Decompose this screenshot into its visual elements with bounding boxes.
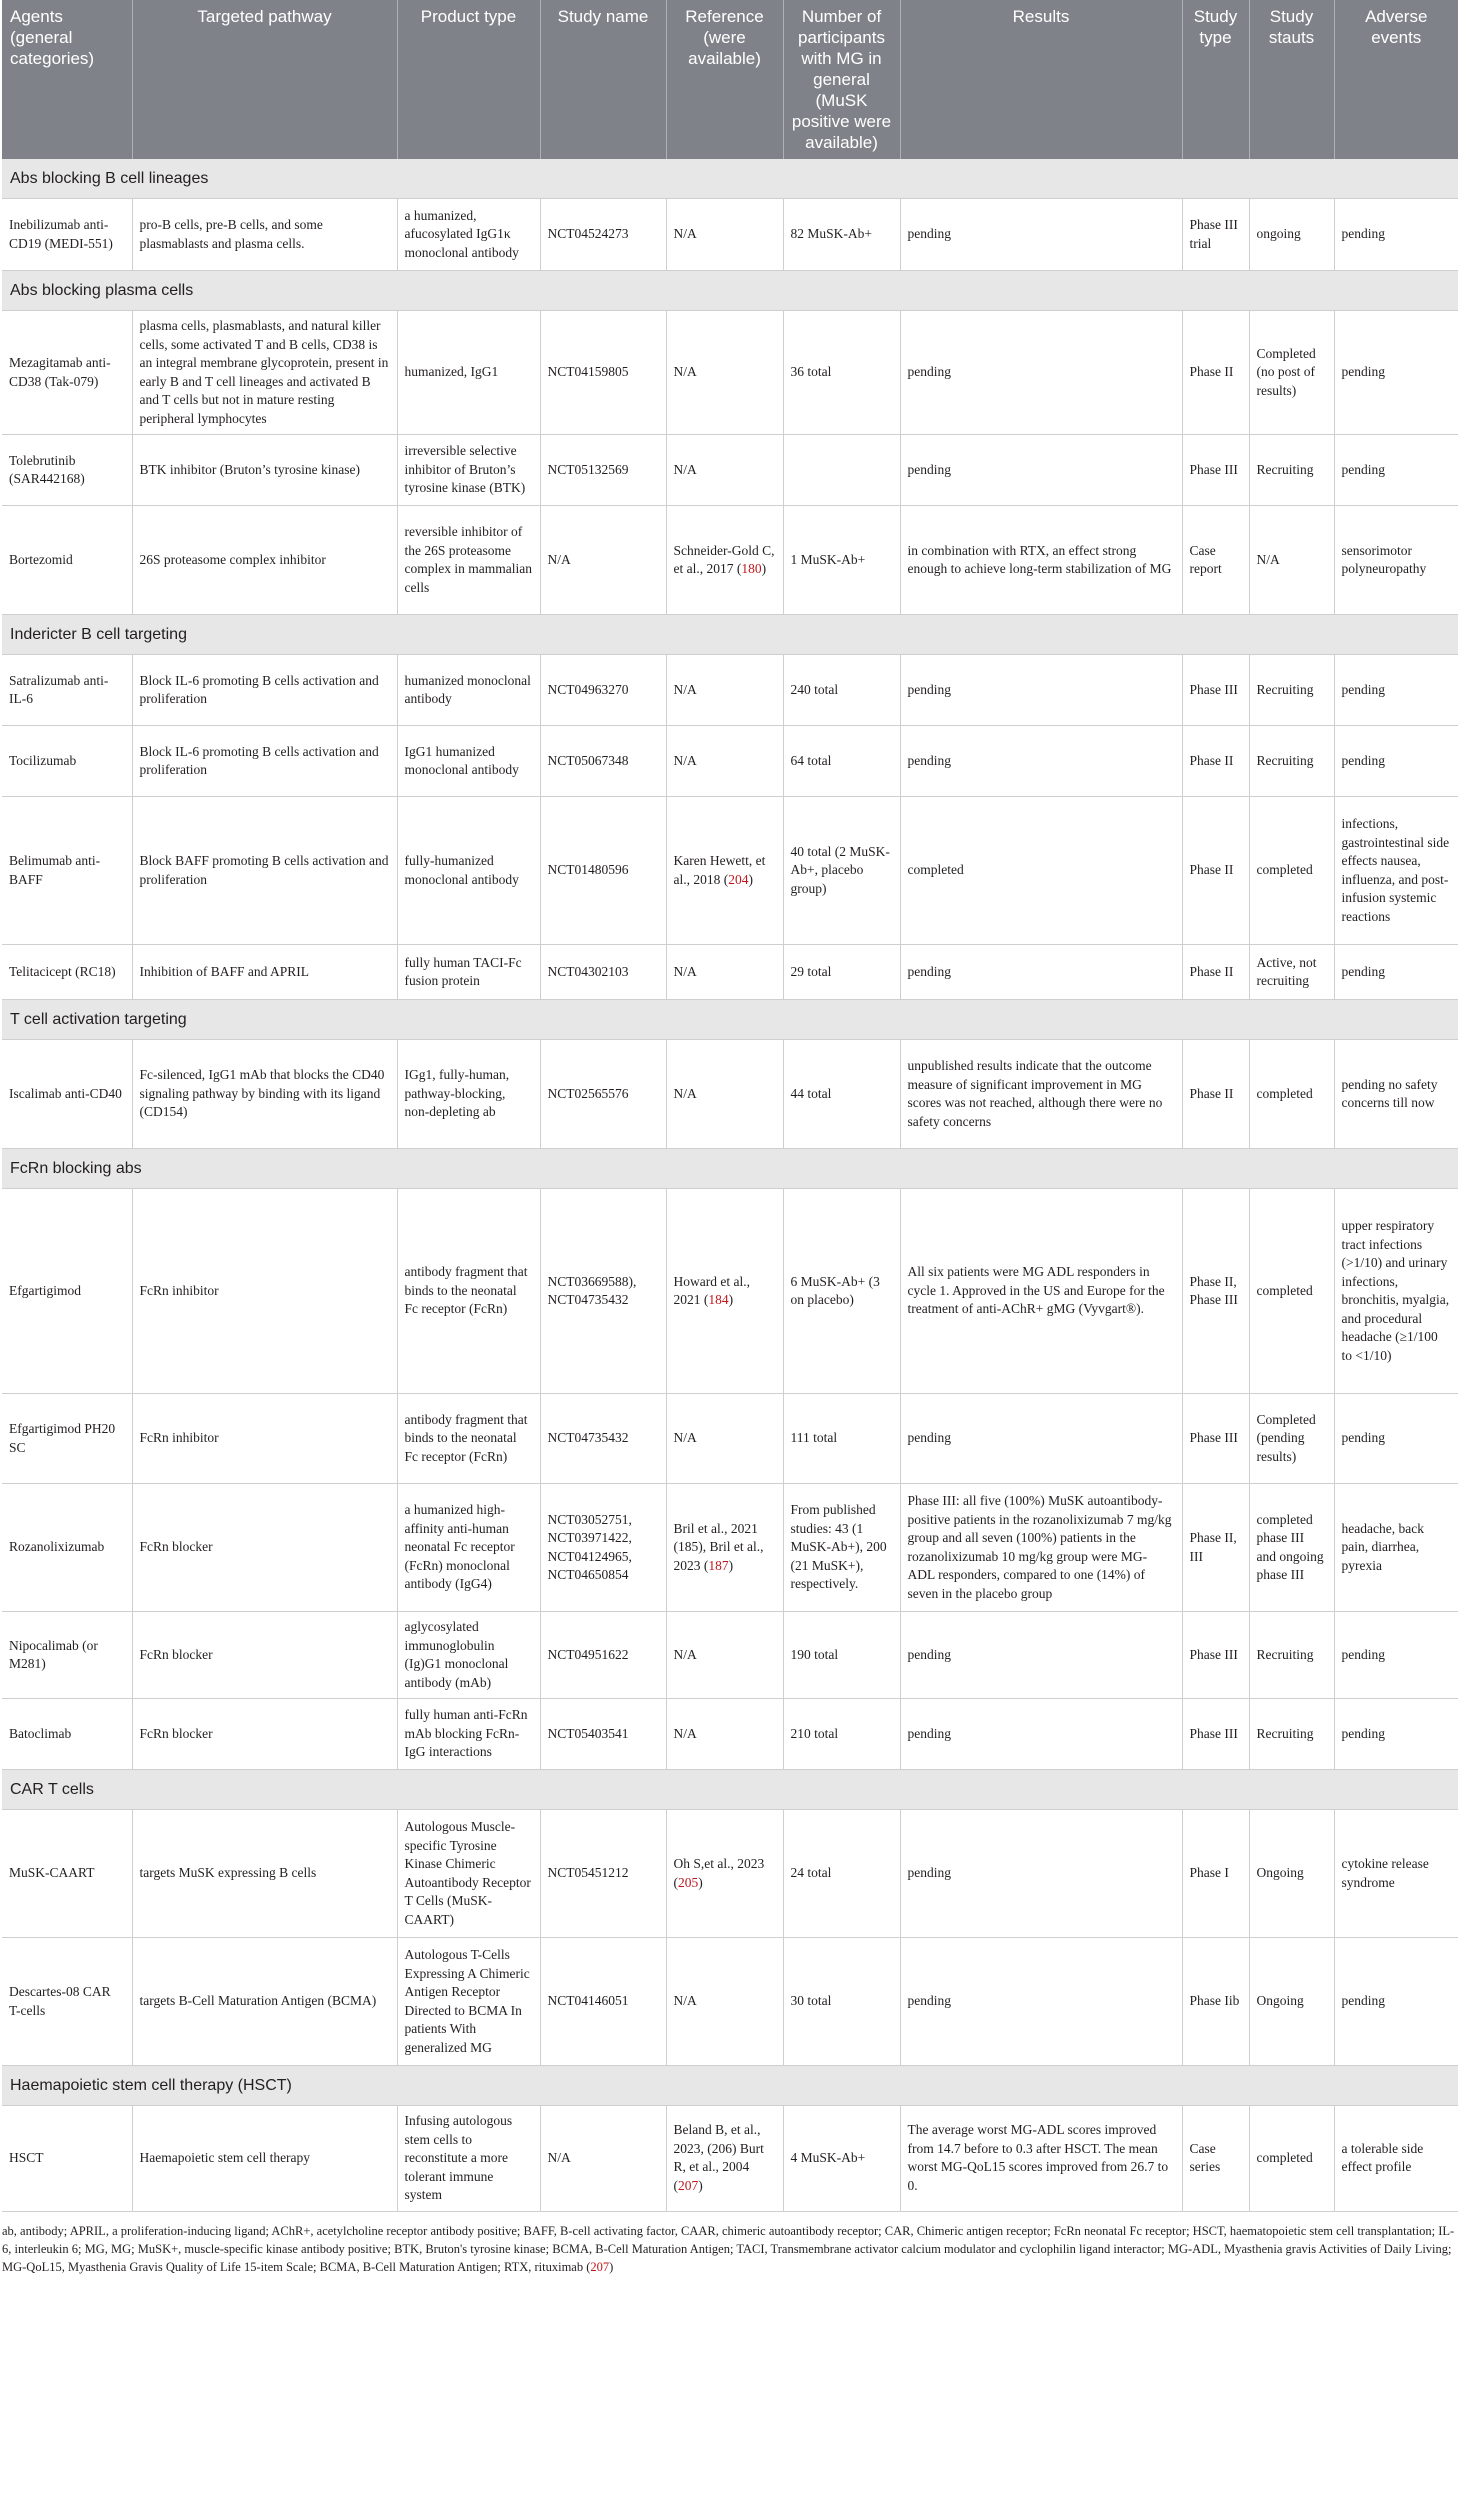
header-cell: Study type bbox=[1182, 0, 1249, 159]
reference-tail: ) bbox=[748, 871, 753, 887]
cell-pathway: FcRn blocker bbox=[132, 1612, 397, 1699]
table-row bbox=[2, 435, 1458, 506]
cell-status: completed bbox=[1249, 2106, 1334, 2212]
cell-study: NCT01480596 bbox=[540, 797, 666, 945]
cell-study: NCT05132569 bbox=[540, 435, 666, 506]
cell-results: pending bbox=[900, 311, 1182, 435]
cell-participants: 30 total bbox=[783, 1938, 900, 2066]
cell-results: in combination with RTX, an effect strong enough to achieve long-term stabilization of MG bbox=[900, 506, 1182, 615]
reference-text: N/A bbox=[673, 681, 697, 697]
cell-product: fully human TACI-Fc fusion protein bbox=[397, 945, 540, 1000]
table-body bbox=[2, 159, 1458, 2211]
section-row bbox=[2, 1770, 1458, 1810]
header-cell: Targeted pathway bbox=[132, 0, 397, 159]
cell-study: N/A bbox=[540, 506, 666, 615]
cell-adverse: pending no safety concerns till now bbox=[1334, 1040, 1458, 1149]
cell-status: completed phase III and ongoing phase III bbox=[1249, 1484, 1334, 1612]
cell-study: NCT04963270 bbox=[540, 655, 666, 726]
table-row bbox=[2, 1394, 1458, 1484]
header-cell: Study stauts bbox=[1249, 0, 1334, 159]
reference-tail: ) bbox=[698, 2177, 703, 2193]
cell-agent: Inebilizumab anti-CD19 (MEDI-551) bbox=[2, 199, 132, 271]
cell-participants: 1 MuSK-Ab+ bbox=[783, 506, 900, 615]
cell-type: Case report bbox=[1182, 506, 1249, 615]
reference-tail: ) bbox=[698, 1874, 703, 1890]
cell-type: Phase III bbox=[1182, 1699, 1249, 1770]
cell-reference bbox=[666, 726, 783, 797]
cell-type: Phase Iib bbox=[1182, 1938, 1249, 2066]
section-row bbox=[2, 615, 1458, 655]
cell-type: Phase III bbox=[1182, 1612, 1249, 1699]
cell-type: Phase III bbox=[1182, 435, 1249, 506]
table-row bbox=[2, 945, 1458, 1000]
cell-type: Phase II bbox=[1182, 1040, 1249, 1149]
cell-study: NCT02565576 bbox=[540, 1040, 666, 1149]
cell-participants: 6 MuSK-Ab+ (3 on placebo) bbox=[783, 1189, 900, 1394]
cell-product: irreversible selective inhibitor of Bruton’s tyrosine kinase (BTK) bbox=[397, 435, 540, 506]
header-cell: Results bbox=[900, 0, 1182, 159]
cell-pathway: 26S proteasome complex inhibitor bbox=[132, 506, 397, 615]
cell-results: pending bbox=[900, 199, 1182, 271]
section-row bbox=[2, 1000, 1458, 1040]
cell-participants: From published studies: 43 (1 MuSK-Ab+), 200 (21 MuSK+), respectively. bbox=[783, 1484, 900, 1612]
cell-status: N/A bbox=[1249, 506, 1334, 615]
table-row bbox=[2, 1938, 1458, 2066]
cell-participants: 44 total bbox=[783, 1040, 900, 1149]
cell-results: pending bbox=[900, 1810, 1182, 1938]
reference-text: N/A bbox=[673, 963, 697, 979]
cell-status: completed bbox=[1249, 1040, 1334, 1149]
cell-reference bbox=[666, 1938, 783, 2066]
reference-text: N/A bbox=[673, 752, 697, 768]
cell-participants: 210 total bbox=[783, 1699, 900, 1770]
reference-tail: ) bbox=[761, 561, 767, 576]
cell-agent: Nipocalimab (or M281) bbox=[2, 1612, 132, 1699]
cell-pathway: targets MuSK expressing B cells bbox=[132, 1810, 397, 1938]
reference-text: N/A bbox=[673, 1993, 697, 2009]
section-title: FcRn blocking abs bbox=[2, 1149, 1458, 1189]
cell-product: fully-humanized monoclonal antibody bbox=[397, 797, 540, 945]
reference-tail: ) bbox=[728, 1557, 734, 1573]
section-title: T cell activation targeting bbox=[2, 1000, 1458, 1040]
cell-study: NCT04159805 bbox=[540, 311, 666, 435]
cell-type: Phase I bbox=[1182, 1810, 1249, 1938]
cell-pathway: Inhibition of BAFF and APRIL bbox=[132, 945, 397, 1000]
header-cell: Adverse events bbox=[1334, 0, 1458, 159]
section-title: CAR T cells bbox=[2, 1770, 1458, 1810]
cell-study: NCT03052751, NCT03971422, NCT04124965, NCT04650854 bbox=[540, 1484, 666, 1612]
cell-reference bbox=[666, 1484, 783, 1612]
cell-results: pending bbox=[900, 726, 1182, 797]
cell-agent: Efgartigimod bbox=[2, 1189, 132, 1394]
cell-results: Phase III: all five (100%) MuSK autoantibody-positive patients in the rozanolixizumab 7 mg/kg group and all seven (100%) patients in the rozanolixizumab 10 mg/kg group were MG-ADL responders, compared to one (14%) of seven in the placebo group bbox=[900, 1484, 1182, 1612]
cell-product: humanized, IgG1 bbox=[397, 311, 540, 435]
cell-status: Completed (no post of results) bbox=[1249, 311, 1334, 435]
reference-text: Bril et al., 2021 (185), Bril et al., 2023 ( bbox=[673, 1520, 764, 1573]
cell-reference bbox=[666, 655, 783, 726]
reference-link[interactable]: 184 bbox=[708, 1292, 729, 1307]
cell-pathway: FcRn inhibitor bbox=[132, 1189, 397, 1394]
table-row bbox=[2, 655, 1458, 726]
cell-study: NCT05451212 bbox=[540, 1810, 666, 1938]
cell-adverse: pending bbox=[1334, 1612, 1458, 1699]
cell-participants: 36 total bbox=[783, 311, 900, 435]
cell-status: Recruiting bbox=[1249, 655, 1334, 726]
cell-adverse: infections, gastrointestinal side effects nausea, influenza, and post-infusion systemic reactions bbox=[1334, 797, 1458, 945]
cell-product: Autologous T-Cells Expressing A Chimeric Antigen Receptor Directed to BCMA In patients With generalized MG bbox=[397, 1938, 540, 2066]
reference-text: N/A bbox=[673, 461, 697, 477]
cell-product: a humanized high-affinity anti-human neonatal Fc receptor (FcRn) monoclonal antibody (IgG4) bbox=[397, 1484, 540, 1612]
cell-study: NCT04524273 bbox=[540, 199, 666, 271]
header-cell: Product type bbox=[397, 0, 540, 159]
header-cell: Study name bbox=[540, 0, 666, 159]
table-row bbox=[2, 1810, 1458, 1938]
cell-participants bbox=[783, 435, 900, 506]
cell-reference bbox=[666, 199, 783, 271]
cell-results: pending bbox=[900, 945, 1182, 1000]
reference-text: N/A bbox=[673, 1430, 697, 1446]
table-row bbox=[2, 797, 1458, 945]
cell-product: reversible inhibitor of the 26S proteasome complex in mammalian cells bbox=[397, 506, 540, 615]
cell-type: Phase II bbox=[1182, 726, 1249, 797]
cell-reference bbox=[666, 1394, 783, 1484]
reference-link[interactable]: 180 bbox=[741, 561, 762, 576]
cell-type: Phase II bbox=[1182, 945, 1249, 1000]
cell-pathway: pro-B cells, pre-B cells, and some plasmablasts and plasma cells. bbox=[132, 199, 397, 271]
cell-adverse: headache, back pain, diarrhea, pyrexia bbox=[1334, 1484, 1458, 1612]
cell-agent: Tocilizumab bbox=[2, 726, 132, 797]
section-row bbox=[2, 159, 1458, 199]
table-row bbox=[2, 311, 1458, 435]
cell-agent: Descartes-08 CAR T-cells bbox=[2, 1938, 132, 2066]
section-row bbox=[2, 1149, 1458, 1189]
cell-status: Completed (pending results) bbox=[1249, 1394, 1334, 1484]
cell-reference bbox=[666, 435, 783, 506]
table-row bbox=[2, 506, 1458, 615]
cell-agent: Belimumab anti-BAFF bbox=[2, 797, 132, 945]
section-title: Indericter B cell targeting bbox=[2, 615, 1458, 655]
reference-link[interactable]: 204 bbox=[728, 871, 749, 887]
cell-type: Phase II, III bbox=[1182, 1484, 1249, 1612]
cell-pathway: Block BAFF promoting B cells activation and proliferation bbox=[132, 797, 397, 945]
reference-text: Karen Hewett, et al., 2018 ( bbox=[673, 853, 766, 887]
cell-adverse: pending bbox=[1334, 1699, 1458, 1770]
cell-type: Case series bbox=[1182, 2106, 1249, 2212]
cell-product: aglycosylated immunoglobulin (Ig)G1 monoclonal antibody (mAb) bbox=[397, 1612, 540, 1699]
cell-adverse: upper respiratory tract infections (>1/10) and urinary infections, bronchitis, myalgia, and procedural headache (≥1/100 to <1/10) bbox=[1334, 1189, 1458, 1394]
cell-study: NCT04735432 bbox=[540, 1394, 666, 1484]
table-row bbox=[2, 1699, 1458, 1770]
cell-status: Recruiting bbox=[1249, 1612, 1334, 1699]
cell-status: Ongoing bbox=[1249, 1810, 1334, 1938]
cell-status: Recruiting bbox=[1249, 435, 1334, 506]
header-cell: Agents (general categories) bbox=[2, 0, 132, 159]
cell-results: pending bbox=[900, 655, 1182, 726]
reference-text: N/A bbox=[673, 1646, 697, 1662]
cell-adverse: pending bbox=[1334, 435, 1458, 506]
cell-participants: 190 total bbox=[783, 1612, 900, 1699]
header-cell: Reference (were available) bbox=[666, 0, 783, 159]
reference-text: Oh S,et al., 2023 ( bbox=[673, 1856, 765, 1890]
cell-results: completed bbox=[900, 797, 1182, 945]
cell-agent: MuSK-CAART bbox=[2, 1810, 132, 1938]
footnote-tail: ) bbox=[609, 2259, 614, 2274]
cell-results: pending bbox=[900, 1394, 1182, 1484]
cell-results: pending bbox=[900, 435, 1182, 506]
cell-study: NCT03669588), NCT04735432 bbox=[540, 1189, 666, 1394]
section-row bbox=[2, 2066, 1458, 2106]
cell-product: antibody fragment that binds to the neonatal Fc receptor (FcRn) bbox=[397, 1189, 540, 1394]
cell-reference bbox=[666, 1699, 783, 1770]
footnote bbox=[0, 2212, 1460, 2276]
cell-adverse: a tolerable side effect profile bbox=[1334, 2106, 1458, 2212]
cell-reference bbox=[666, 1189, 783, 1394]
cell-adverse: pending bbox=[1334, 726, 1458, 797]
table-row bbox=[2, 1612, 1458, 1699]
section-row bbox=[2, 271, 1458, 311]
cell-status: completed bbox=[1249, 1189, 1334, 1394]
cell-adverse: pending bbox=[1334, 199, 1458, 271]
cell-status: Active, not recruiting bbox=[1249, 945, 1334, 1000]
cell-pathway: BTK inhibitor (Bruton’s tyrosine kinase) bbox=[132, 435, 397, 506]
cell-product: IGg1, fully-human, pathway-blocking, non-depleting ab bbox=[397, 1040, 540, 1149]
cell-pathway: FcRn blocker bbox=[132, 1699, 397, 1770]
cell-type: Phase II bbox=[1182, 797, 1249, 945]
section-title: Haemapoietic stem cell therapy (HSCT) bbox=[2, 2066, 1458, 2106]
cell-participants: 24 total bbox=[783, 1810, 900, 1938]
cell-pathway: FcRn inhibitor bbox=[132, 1394, 397, 1484]
cell-reference bbox=[666, 945, 783, 1000]
cell-adverse: pending bbox=[1334, 311, 1458, 435]
cell-adverse: pending bbox=[1334, 655, 1458, 726]
reference-text: Howard et al., 2021 ( bbox=[673, 1273, 750, 1307]
reference-text: N/A bbox=[673, 1085, 697, 1101]
cell-reference bbox=[666, 1810, 783, 1938]
reference-link[interactable]: 187 bbox=[708, 1557, 729, 1573]
cell-reference bbox=[666, 1040, 783, 1149]
cell-pathway: Haemapoietic stem cell therapy bbox=[132, 2106, 397, 2212]
footnote-ref-link[interactable]: 207 bbox=[590, 2259, 610, 2274]
cell-agent: Telitacicept (RC18) bbox=[2, 945, 132, 1000]
cell-agent: Tolebrutinib (SAR442168) bbox=[2, 435, 132, 506]
cell-study: NCT04302103 bbox=[540, 945, 666, 1000]
cell-study: NCT05403541 bbox=[540, 1699, 666, 1770]
cell-pathway: plasma cells, plasmablasts, and natural killer cells, some activated T and B cells, CD38 is an integral membrane glycoprotein, present in early B and T cell lineages and activated B and T cells but not in mature resting peripheral lymphocytes bbox=[132, 311, 397, 435]
cell-pathway: Block IL-6 promoting B cells activation and proliferation bbox=[132, 726, 397, 797]
cell-adverse: sensorimotor polyneuropathy bbox=[1334, 506, 1458, 615]
cell-product: humanized monoclonal antibody bbox=[397, 655, 540, 726]
cell-adverse: pending bbox=[1334, 945, 1458, 1000]
cell-reference bbox=[666, 2106, 783, 2212]
header-cell: Number of participants with MG in general (MuSK positive were available) bbox=[783, 0, 900, 159]
cell-results: pending bbox=[900, 1612, 1182, 1699]
cell-product: IgG1 humanized monoclonal antibody bbox=[397, 726, 540, 797]
cell-pathway: Block IL-6 promoting B cells activation and proliferation bbox=[132, 655, 397, 726]
cell-adverse: pending bbox=[1334, 1394, 1458, 1484]
cell-agent: Satralizumab anti-IL-6 bbox=[2, 655, 132, 726]
cell-pathway: FcRn blocker bbox=[132, 1484, 397, 1612]
cell-product: antibody fragment that binds to the neonatal Fc receptor (FcRn) bbox=[397, 1394, 540, 1484]
cell-status: ongoing bbox=[1249, 199, 1334, 271]
cell-agent: Iscalimab anti-CD40 bbox=[2, 1040, 132, 1149]
cell-study: NCT05067348 bbox=[540, 726, 666, 797]
reference-text: Schneider-Gold C, et al., 2017 ( bbox=[673, 542, 775, 576]
section-title: Abs blocking plasma cells bbox=[2, 271, 1458, 311]
cell-reference bbox=[666, 1612, 783, 1699]
cell-agent: Efgartigimod PH20 SC bbox=[2, 1394, 132, 1484]
cell-adverse: cytokine release syndrome bbox=[1334, 1810, 1458, 1938]
cell-adverse: pending bbox=[1334, 1938, 1458, 2066]
table-row bbox=[2, 726, 1458, 797]
section-title: Abs blocking B cell lineages bbox=[2, 159, 1458, 199]
cell-pathway: Fc-silenced, IgG1 mAb that blocks the CD40 signaling pathway by binding with its ligand (CD154) bbox=[132, 1040, 397, 1149]
reference-link[interactable]: 205 bbox=[678, 1874, 699, 1890]
table-row bbox=[2, 199, 1458, 271]
cell-results: pending bbox=[900, 1699, 1182, 1770]
cell-results: The average worst MG-ADL scores improved from 14.7 before to 0.3 after HSCT. The mean worst MG-QoL15 scores improved from 26.7 to 0. bbox=[900, 2106, 1182, 2212]
cell-status: Recruiting bbox=[1249, 726, 1334, 797]
cell-type: Phase II bbox=[1182, 311, 1249, 435]
reference-text: Beland B, et al., 2023, (206) Burt R, et al., 2004 ( bbox=[673, 2122, 764, 2193]
cell-study: NCT04951622 bbox=[540, 1612, 666, 1699]
cell-type: Phase III trial bbox=[1182, 199, 1249, 271]
cell-product: a humanized, afucosylated IgG1κ monoclonal antibody bbox=[397, 199, 540, 271]
cell-participants: 40 total (2 MuSK-Ab+, placebo group) bbox=[783, 797, 900, 945]
cell-pathway: targets B-Cell Maturation Antigen (BCMA) bbox=[132, 1938, 397, 2066]
cell-participants: 64 total bbox=[783, 726, 900, 797]
cell-product: Infusing autologous stem cells to reconstitute a more tolerant immune system bbox=[397, 2106, 540, 2212]
cell-reference bbox=[666, 797, 783, 945]
cell-agent: Mezagitamab anti-CD38 (Tak-079) bbox=[2, 311, 132, 435]
cell-results: All six patients were MG ADL responders in cycle 1. Approved in the US and Europe for the treatment of anti-AChR+ gMG (Vyvgart®). bbox=[900, 1189, 1182, 1394]
table-row bbox=[2, 1040, 1458, 1149]
cell-status: completed bbox=[1249, 797, 1334, 945]
cell-results: pending bbox=[900, 1938, 1182, 2066]
cell-type: Phase II, Phase III bbox=[1182, 1189, 1249, 1394]
trials-table bbox=[2, 0, 1458, 2212]
cell-status: Recruiting bbox=[1249, 1699, 1334, 1770]
cell-status: Ongoing bbox=[1249, 1938, 1334, 2066]
cell-product: fully human anti-FcRn mAb blocking FcRn-IgG interactions bbox=[397, 1699, 540, 1770]
cell-study: N/A bbox=[540, 2106, 666, 2212]
reference-link[interactable]: 207 bbox=[678, 2177, 699, 2193]
cell-participants: 29 total bbox=[783, 945, 900, 1000]
reference-text: N/A bbox=[673, 226, 697, 242]
reference-tail: ) bbox=[728, 1292, 734, 1307]
cell-participants: 111 total bbox=[783, 1394, 900, 1484]
cell-type: Phase III bbox=[1182, 655, 1249, 726]
cell-participants: 240 total bbox=[783, 655, 900, 726]
cell-reference bbox=[666, 311, 783, 435]
cell-participants: 4 MuSK-Ab+ bbox=[783, 2106, 900, 2212]
footnote-text: ab, antibody; APRIL, a proliferation-inducing ligand; AChR+, acetylcholine receptor antibody positive; BAFF, B-cell activating factor, CAAR, chimeric autoantibody receptor; CAR, Chimeric antigen receptor; FcRn neonatal Fc receptor; HSCT, haematopoietic stem cell transplantation; IL-6, interleukin 6; MG, MG; MuSK+, muscle-specific kinase antibody positive; BTK, Bruton's tyrosine kinase; BCMA, B-Cell Maturation Antigen; TACI, Transmembrane activator calcium modulator and cyclophilin ligand interactor; MG-ADL, Myasthenia gravis Activities of Daily Living; MG-QoL15, Myasthenia Gravis Quality of Life 15-item Scale; BCMA, B-Cell Maturation Antigen; RTX, rituximab ( bbox=[2, 2223, 1455, 2274]
cell-agent: Bortezomid bbox=[2, 506, 132, 615]
table-row bbox=[2, 2106, 1458, 2212]
table-row bbox=[2, 1484, 1458, 1612]
cell-agent: Rozanolixizumab bbox=[2, 1484, 132, 1612]
table-row bbox=[2, 1189, 1458, 1394]
header-row bbox=[2, 0, 1458, 159]
cell-type: Phase III bbox=[1182, 1394, 1249, 1484]
cell-reference bbox=[666, 506, 783, 615]
reference-text: N/A bbox=[673, 1725, 697, 1741]
cell-agent: Batoclimab bbox=[2, 1699, 132, 1770]
cell-study: NCT04146051 bbox=[540, 1938, 666, 2066]
cell-participants: 82 MuSK-Ab+ bbox=[783, 199, 900, 271]
cell-results: unpublished results indicate that the outcome measure of significant improvement in MG scores was not reached, although there were no safety concerns bbox=[900, 1040, 1182, 1149]
cell-product: Autologous Muscle-specific Tyrosine Kinase Chimeric Autoantibody Receptor T Cells (MuSK-CAART) bbox=[397, 1810, 540, 1938]
reference-text: N/A bbox=[673, 364, 697, 380]
cell-agent: HSCT bbox=[2, 2106, 132, 2212]
